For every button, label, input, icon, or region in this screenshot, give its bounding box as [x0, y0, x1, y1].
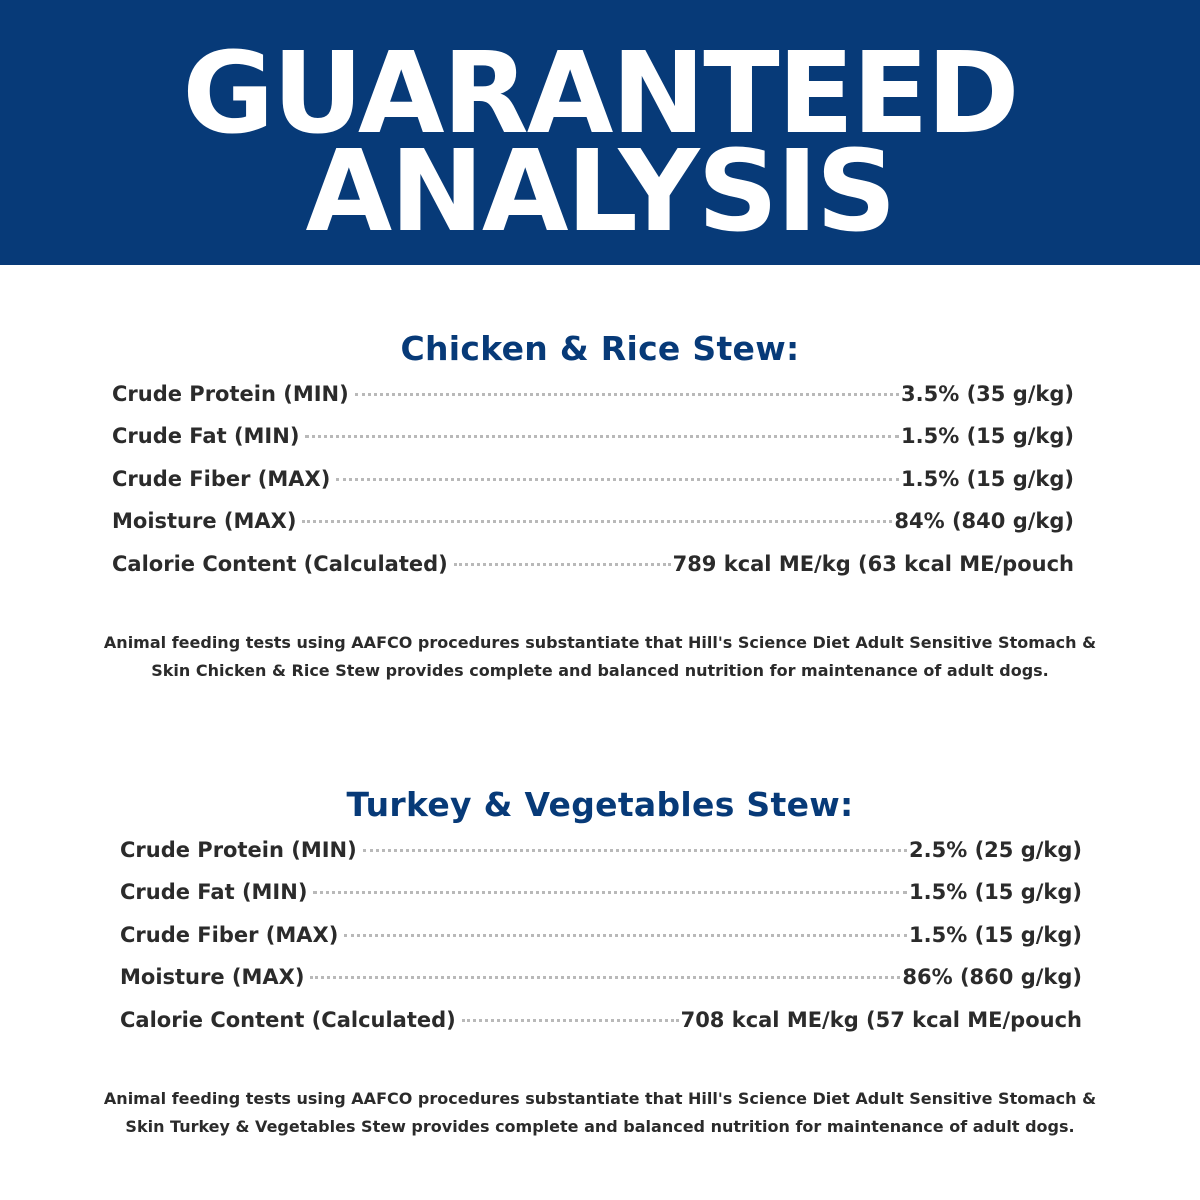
- row-label: Crude Fiber (MAX): [120, 923, 339, 947]
- row-value: 1.5% (15 g/kg): [909, 880, 1082, 904]
- analysis-row-moisture: [112, 503, 1074, 539]
- row-label: Crude Protein (MIN): [112, 382, 349, 406]
- dot-leader: [363, 849, 907, 852]
- row-value: 86% (860 g/kg): [902, 965, 1082, 989]
- analysis-row-calorie-content: [120, 1002, 1082, 1038]
- row-label: Calorie Content (Calculated): [112, 552, 448, 576]
- row-value: 789 kcal ME/kg (63 kcal ME/pouch: [672, 552, 1074, 576]
- row-value: 708 kcal ME/kg (57 kcal ME/pouch: [680, 1008, 1082, 1032]
- row-value: 2.5% (25 g/kg): [909, 838, 1082, 862]
- analysis-row-crude-fat: [112, 418, 1074, 454]
- dot-leader: [336, 478, 899, 481]
- dot-leader: [313, 891, 907, 894]
- analysis-row-crude-fiber: [112, 461, 1074, 497]
- row-label: Moisture (MAX): [120, 965, 305, 989]
- dot-leader: [305, 435, 899, 438]
- analysis-row-crude-fat: [120, 874, 1082, 910]
- aafco-statement-line-2: Skin Chicken & Rice Stew provides complete and balanced nutrition for maintenance of adult dogs.: [151, 661, 1049, 680]
- analysis-row-moisture: [120, 959, 1082, 995]
- aafco-statement-line-1: Animal feeding tests using AAFCO procedures substantiate that Hill's Science Diet Adult Sensitive Stomach &: [103, 633, 1097, 652]
- row-label: Moisture (MAX): [112, 509, 297, 533]
- analysis-row-crude-protein: [112, 376, 1074, 412]
- analysis-row-crude-fiber: [120, 917, 1082, 953]
- row-label: Crude Fat (MIN): [112, 424, 300, 448]
- section-title: Chicken & Rice Stew:: [400, 329, 800, 368]
- dot-leader: [344, 934, 907, 937]
- row-value: 1.5% (15 g/kg): [901, 467, 1074, 491]
- header-banner: [0, 0, 1200, 265]
- aafco-statement-line-2: Skin Turkey & Vegetables Stew provides complete and balanced nutrition for maintenance of adult dogs.: [125, 1117, 1075, 1136]
- section-title: Turkey & Vegetables Stew:: [346, 785, 854, 824]
- row-label: Crude Fiber (MAX): [112, 467, 331, 491]
- dot-leader: [310, 976, 900, 979]
- aafco-statement-line-1: Animal feeding tests using AAFCO procedures substantiate that Hill's Science Diet Adult Sensitive Stomach &: [103, 1089, 1097, 1108]
- row-label: Crude Protein (MIN): [120, 838, 357, 862]
- dot-leader: [454, 563, 671, 566]
- dot-leader: [355, 393, 899, 396]
- dot-leader: [462, 1019, 679, 1022]
- row-label: Calorie Content (Calculated): [120, 1008, 456, 1032]
- banner-title-line-2: ANALYSIS: [305, 127, 895, 257]
- row-label: Crude Fat (MIN): [120, 880, 308, 904]
- row-value: 3.5% (35 g/kg): [901, 382, 1074, 406]
- analysis-row-crude-protein: [120, 832, 1082, 868]
- dot-leader: [302, 520, 892, 523]
- row-value: 1.5% (15 g/kg): [909, 923, 1082, 947]
- row-value: 1.5% (15 g/kg): [901, 424, 1074, 448]
- banner-title-line-1: GUARANTEED: [182, 29, 1018, 159]
- analysis-row-calorie-content: [112, 546, 1074, 582]
- row-value: 84% (840 g/kg): [894, 509, 1074, 533]
